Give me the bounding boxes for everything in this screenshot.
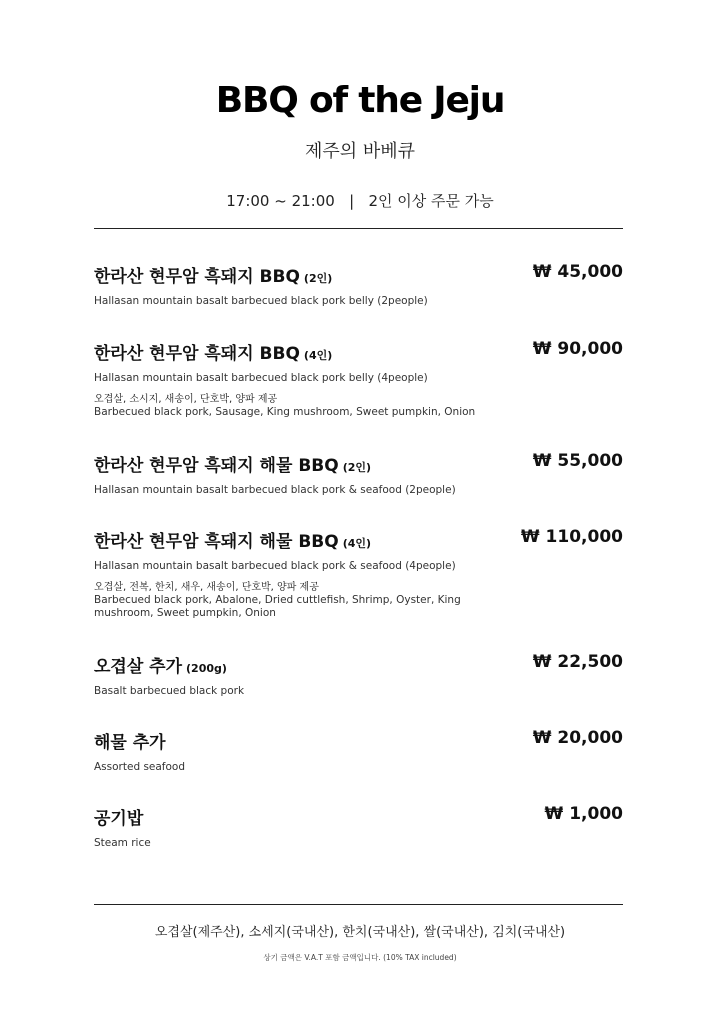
item-quantity: (4인) bbox=[303, 349, 333, 362]
item-quantity: (4인) bbox=[342, 537, 372, 550]
item-components-korean: 오겹살, 전복, 한치, 새우, 새송이, 단호박, 양파 제공 bbox=[94, 582, 319, 593]
item-description: Assorted seafood bbox=[94, 761, 186, 773]
item-name: 한라산 현무암 흑돼지 BBQ (4인) bbox=[94, 344, 333, 364]
item-price: ₩ 45,000 bbox=[532, 262, 623, 282]
item-description: Basalt barbecued black pork bbox=[94, 685, 245, 697]
top-divider bbox=[94, 228, 623, 229]
item-price: ₩ 90,000 bbox=[532, 339, 623, 359]
item-price: ₩ 20,000 bbox=[532, 728, 623, 748]
item-name: 공기밥 bbox=[94, 809, 144, 829]
menu-item bbox=[94, 652, 623, 698]
item-quantity: (200g) bbox=[186, 662, 227, 675]
menu-item bbox=[94, 262, 623, 308]
opening-hours: 17:00 ~ 21:00 | 2인 이상 주문 가능 bbox=[226, 192, 494, 210]
item-name: 한라산 현무암 흑돼지 해물 BBQ (4인) bbox=[94, 532, 372, 552]
menu-item bbox=[94, 728, 623, 774]
item-name: 한라산 현무암 흑돼지 해물 BBQ (2인) bbox=[94, 456, 372, 476]
item-name: 해물 추가 bbox=[94, 733, 166, 753]
menu-item bbox=[94, 804, 623, 850]
origin-note: 오겹살(제주산), 소세지(국내산), 한치(국내산), 쌀(국내산), 김치(국내산) bbox=[154, 925, 566, 940]
item-price: ₩ 55,000 bbox=[532, 451, 623, 471]
item-price: ₩ 110,000 bbox=[520, 527, 623, 547]
item-description: Hallasan mountain basalt barbecued black pork & seafood (2people) bbox=[94, 484, 456, 496]
bottom-divider bbox=[94, 904, 623, 905]
menu-item bbox=[94, 451, 623, 497]
menu-subtitle: 제주의 바베큐 bbox=[304, 141, 416, 162]
item-components-english: Barbecued black pork, Sausage, King mushroom, Sweet pumpkin, Onion bbox=[94, 406, 476, 418]
item-quantity: (2인) bbox=[342, 461, 372, 474]
item-quantity: (2인) bbox=[303, 272, 333, 285]
menu-item bbox=[94, 527, 623, 620]
item-name: 오겹살 추가 (200g) bbox=[94, 657, 227, 677]
item-price: ₩ 1,000 bbox=[544, 804, 623, 824]
item-description: Hallasan mountain basalt barbecued black pork belly (2people) bbox=[94, 295, 428, 307]
item-price: ₩ 22,500 bbox=[532, 652, 623, 672]
tax-note: 상기 금액은 V.A.T 포함 금액입니다. (10% TAX included) bbox=[263, 953, 457, 962]
item-description: Steam rice bbox=[94, 837, 151, 849]
item-name: 한라산 현무암 흑돼지 BBQ (2인) bbox=[94, 267, 333, 287]
item-components-korean: 오겹살, 소시지, 새송이, 단호박, 양파 제공 bbox=[94, 394, 278, 405]
menu-item bbox=[94, 339, 623, 419]
menu-title: BBQ of the Jeju bbox=[215, 80, 505, 121]
item-description: Hallasan mountain basalt barbecued black pork & seafood (4people) bbox=[94, 560, 456, 572]
item-components-english: Barbecued black pork, Abalone, Dried cuttlefish, Shrimp, Oyster, King mushroom, Sweet pumpkin, Onion bbox=[94, 594, 461, 619]
item-description: Hallasan mountain basalt barbecued black pork belly (4people) bbox=[94, 372, 428, 384]
